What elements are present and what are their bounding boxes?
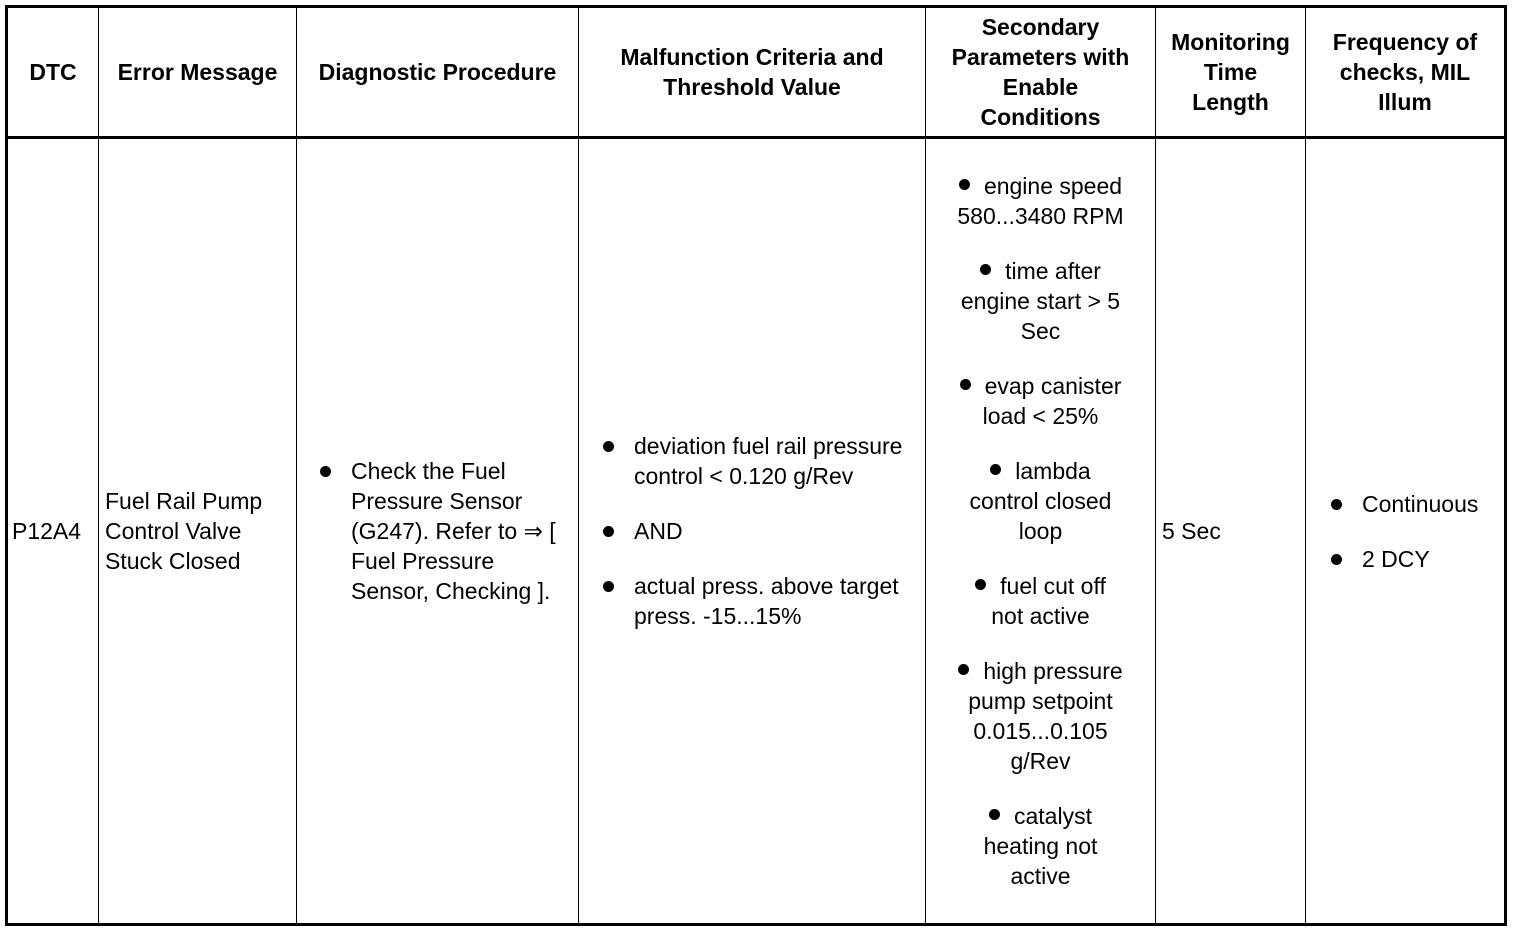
list-item [956,256,1125,346]
cell-secondary-parameters [926,139,1155,923]
list-item [956,371,1125,431]
monitoring-time-text: 5 Sec [1162,518,1221,544]
parameter-text: high pressure pump setpoint 0.015...0.105 g/Rev [968,658,1123,774]
cell-diagnostic-procedure [297,139,578,923]
header-monitoring-time: Monitoring Time Length [1171,29,1290,115]
parameter-text: evap canister load < 25% [982,373,1122,429]
bullet-icon [990,464,1001,475]
bullet-icon [980,264,991,275]
list-item [956,571,1125,631]
header-malfunction-criteria: Malfunction Criteria and Threshold Value [620,44,884,100]
bullet-icon [1331,499,1342,510]
criteria-text: actual press. above target press. -15...15% [634,573,899,629]
criteria-text: AND [634,518,683,544]
list-item [601,431,909,491]
parameter-text: catalyst heating not active [983,803,1098,889]
list-item [1329,544,1500,574]
cell-error-message [99,139,296,923]
parameter-text: engine speed 580...3480 RPM [957,173,1124,229]
list-item [956,456,1125,546]
list-item [1329,489,1500,519]
list-item [601,571,909,631]
bullet-icon [989,809,1000,820]
cell-malfunction-criteria [579,139,925,923]
bullet-icon [958,664,969,675]
bullet-icon [603,526,614,537]
malfunction-criteria-list [601,431,909,631]
cell-dtc [8,139,98,923]
list-item [956,171,1125,231]
cell-frequency [1306,139,1504,923]
list-item [318,456,572,606]
frequency-text: Continuous [1362,490,1479,517]
frequency-list [1329,489,1500,574]
bullet-icon [960,379,971,390]
bullet-icon [1331,554,1342,565]
diagnostic-procedure-text: Check the Fuel Pressure Sensor (G247). Refer to ⇒ [ Fuel Pressure Sensor, Checking ]. [351,458,556,604]
header-error-message: Error Message [117,59,278,85]
dtc-code: P12A4 [12,518,82,544]
list-item [601,516,909,546]
cell-monitoring-time [1156,139,1305,923]
list-item [956,656,1125,776]
diagnostic-procedure-list [318,456,572,606]
error-message-text: Fuel Rail Pump Control Valve Stuck Closed [105,488,263,574]
parameter-text: fuel cut off not active [991,573,1106,629]
secondary-parameters-list [956,171,1125,891]
parameter-text: time after engine start > 5 Sec [960,258,1121,344]
criteria-text: deviation fuel rail pressure control < 0.120 g/Rev [634,433,903,489]
bullet-icon [603,441,614,452]
bullet-icon [320,466,331,477]
frequency-text: 2 DCY [1362,545,1430,572]
parameter-text: lambda control closed loop [969,458,1112,544]
header-dtc: DTC [29,59,77,85]
bullet-icon [959,179,970,190]
header-secondary-parameters: Secondary Parameters with Enable Conditions [951,14,1130,130]
header-frequency: Frequency of checks, MIL Illum [1332,29,1478,115]
list-item [956,801,1125,891]
bullet-icon [603,581,614,592]
bullet-icon [975,579,986,590]
header-diagnostic-procedure: Diagnostic Procedure [318,59,557,85]
